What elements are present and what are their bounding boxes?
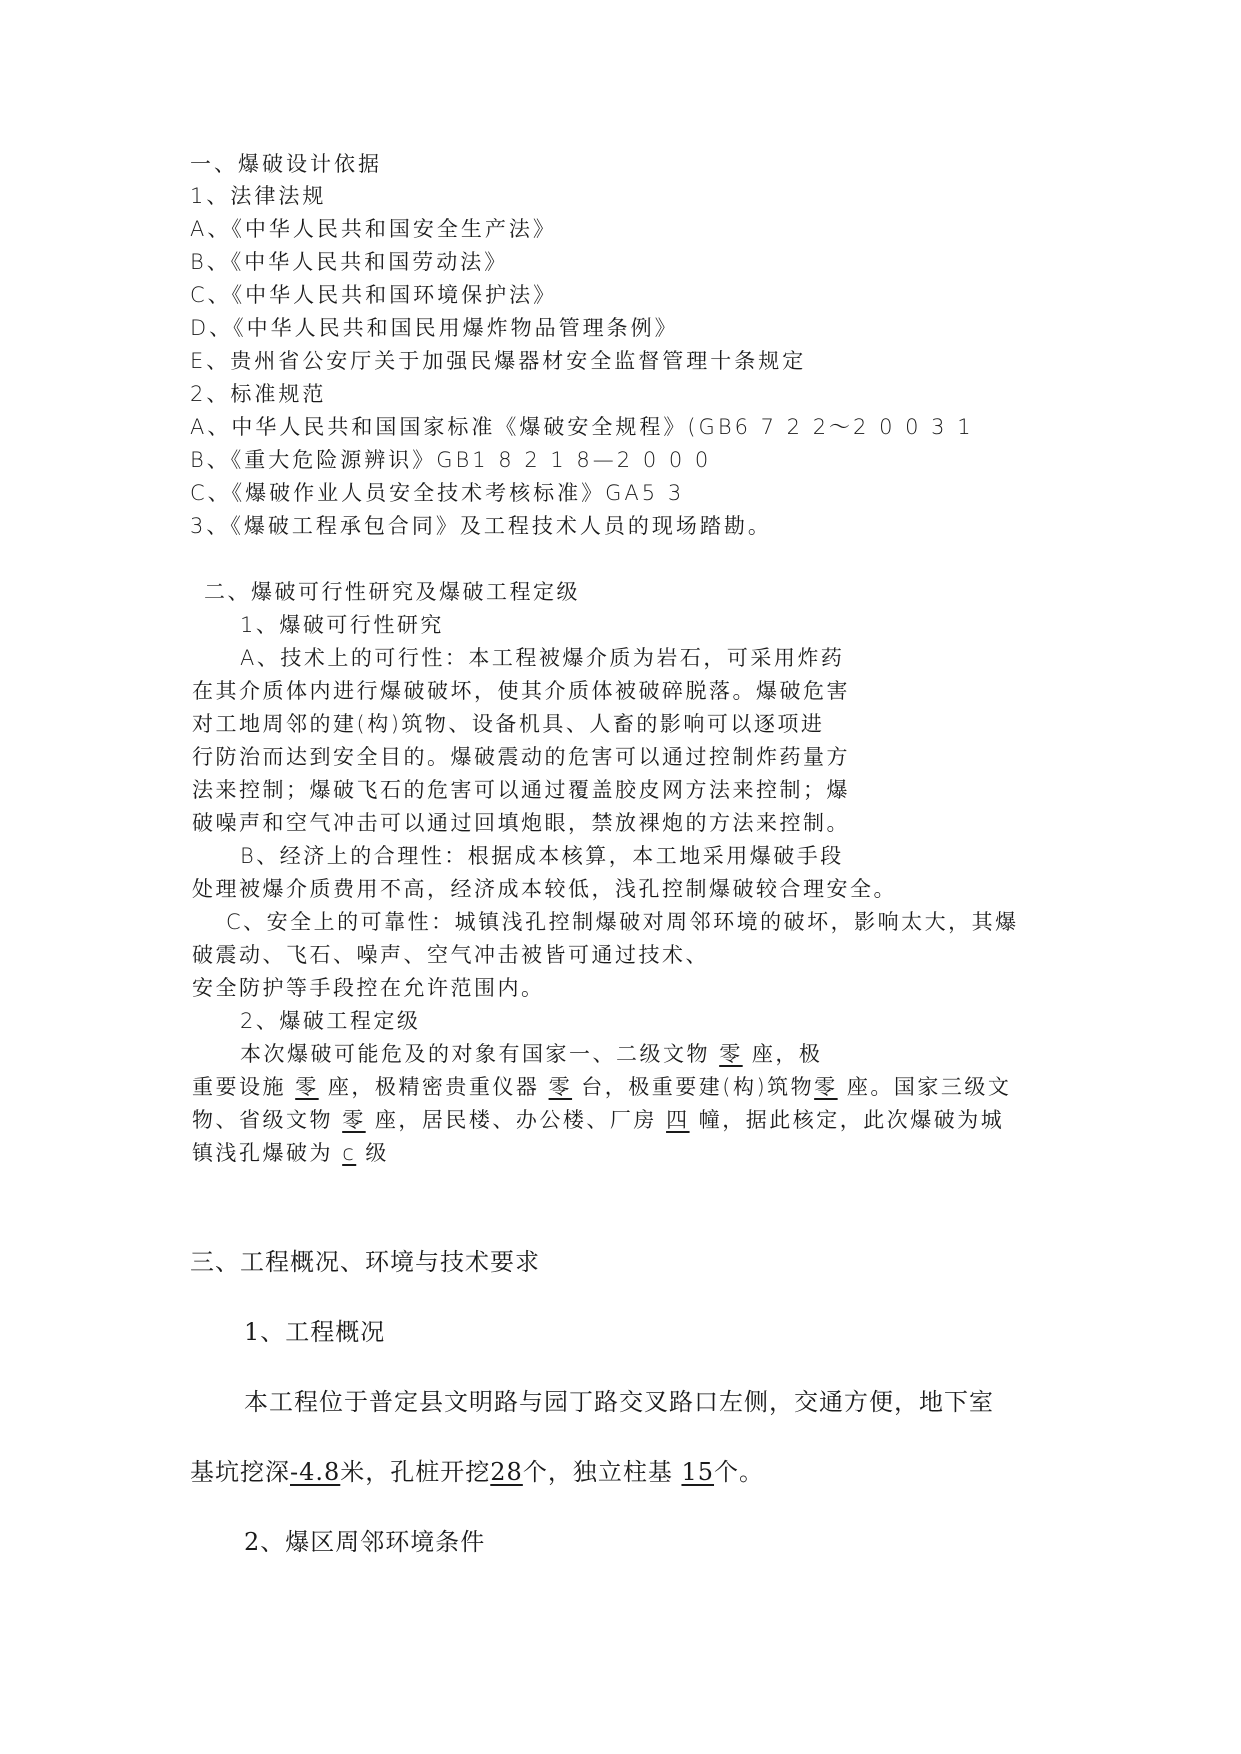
technical-feasibility-line: A、技术上的可行性：本工程被爆介质为岩石，可采用炸药 [240,646,845,670]
safety-reliability-line: C、安全上的可靠性：城镇浅孔控制爆破对周邻环境的破坏，影响太大，其爆 [226,910,1019,934]
law-item-c: C、《中华人民共和国环境保护法》 [190,283,558,307]
technical-feasibility-line: 破噪声和空气冲击可以通过回填炮眼，禁放裸炮的方法来控制。 [192,811,850,835]
fill-in-blank: 零 [342,1108,366,1132]
fill-in-blank: c [342,1141,357,1165]
economic-feasibility-line: B、经济上的合理性：根据成本核算，本工地采用爆破手段 [240,844,844,868]
technical-feasibility-line: 在其介质体内进行爆破破坏，使其介质体被破碎脱落。爆破危害 [192,679,850,703]
fill-in-blank: 零 [548,1075,573,1099]
fill-in-blank: 15 [681,1458,715,1486]
fill-in-blank: 28 [490,1458,523,1486]
grading-paragraph-line: 本次爆破可能危及的对象有国家一、二级文物 零 座，极 [240,1042,823,1066]
environment-heading: 2、爆区周邻环境条件 [244,1528,486,1556]
standard-item-a: A、中华人民共和国国家标准《爆破安全规程》(GB6 7 2 2～2 0 0 3 1 [190,415,974,439]
technical-feasibility-line: 对工地周邻的建(构)筑物、设备机具、人畜的影响可以逐项进 [192,712,825,736]
fill-in-blank: 零 [719,1042,743,1066]
law-item-e: E、贵州省公安厅关于加强民爆器材安全监督管理十条规定 [190,349,807,373]
standards-heading: 2、标准规范 [190,382,327,406]
fill-in-blank: 零 [814,1075,838,1099]
grading-paragraph-line: 重要设施 零 座，极精密贵重仪器 零 台，极重要建(构)筑物零 座。国家三级文 [192,1075,1012,1099]
technical-feasibility-line: 行防治而达到安全目的。爆破震动的危害可以通过控制炸药量方 [192,745,850,769]
section3-title: 三、工程概况、环境与技术要求 [190,1248,540,1276]
law-item-a: A、《中华人民共和国安全生产法》 [190,217,557,241]
grading-paragraph-line: 镇浅孔爆破为 c 级 [192,1141,389,1165]
technical-feasibility-line: 法来控制；爆破飞石的危害可以通过覆盖胶皮网方法来控制；爆 [192,778,850,802]
grading-paragraph-line: 物、省级文物 零 座，居民楼、办公楼、厂房 四 幢，据此核定，此次爆破为城 [192,1108,1005,1132]
fill-in-blank: -4.8 [290,1458,341,1486]
law-item-b: B、《中华人民共和国劳动法》 [190,250,509,274]
section1-title: 一、爆破设计依据 [190,152,382,176]
law-item-d: D、《中华人民共和国民用爆炸物品管理条例》 [190,316,679,340]
feasibility-heading: 1、爆破可行性研究 [240,613,444,637]
overview-paragraph-line: 本工程位于普定县文明路与园丁路交叉路口左侧，交通方便，地下室 [244,1388,994,1416]
fill-in-blank: 零 [295,1075,319,1099]
contract-item: 3、《爆破工程承包合同》及工程技术人员的现场踏勘。 [190,514,772,538]
fill-in-blank: 四 [666,1108,690,1132]
standard-item-c: C、《爆破作业人员安全技术考核标准》GA5 3 [190,481,685,505]
safety-reliability-line: 破震动、飞石、噪声、空气冲击被皆可通过技术、 [192,943,709,967]
laws-heading: 1、法律法规 [190,184,327,208]
overview-paragraph-line: 基坑挖深-4.8米，孔桩开挖28个，独立柱基 15个。 [190,1458,765,1486]
safety-reliability-line: 安全防护等手段控在允许范围内。 [192,976,545,1000]
overview-heading: 1、工程概况 [244,1318,386,1346]
economic-feasibility-line: 处理被爆介质费用不高，经济成本较低，浅孔控制爆破较合理安全。 [192,877,897,901]
grading-heading: 2、爆破工程定级 [240,1009,421,1033]
standard-item-b: B、《重大危险源辨识》GB1 8 2 1 8—2 0 0 0 [190,448,712,472]
section2-title: 二、爆破可行性研究及爆破工程定级 [204,580,580,604]
